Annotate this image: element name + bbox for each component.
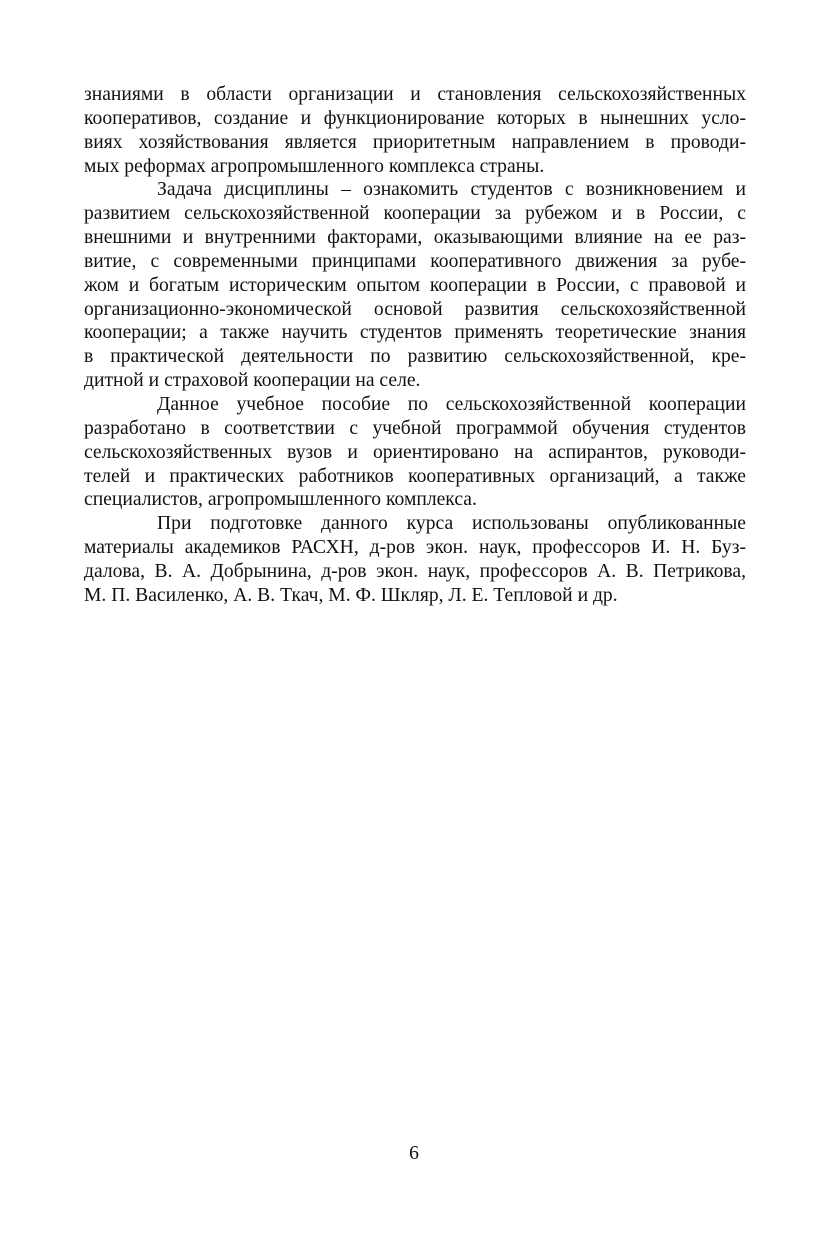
page-number: 6 xyxy=(409,1143,419,1164)
paragraph-1-line-1: знаниями в области организации и становления сельскохозяйственных xyxy=(84,84,746,105)
paragraph-2-line-1: Задача дисциплины – ознакомить студентов с возникновением и xyxy=(157,179,746,201)
paragraph-3-line-3: сельскохозяйственных вузов и ориентировано на аспирантов, руководи- xyxy=(84,441,746,463)
paragraph-2-line-3: внешними и внутренними факторами, оказывающими влияние на ее раз- xyxy=(84,227,746,249)
paragraph-2-line-5: жом и богатым историческим опытом кооперации в России, с правовой и xyxy=(84,274,746,296)
body-text xyxy=(84,83,746,608)
paragraph-3-line-1: Данное учебное пособие по сельскохозяйственной кооперации xyxy=(157,393,746,415)
paragraph-2-line-6: организационно-экономической основой развития сельскохозяйственной xyxy=(84,298,746,320)
paragraph-4-line-4: М. П. Василенко, А. В. Ткач, М. Ф. Шкляр, Л. Е. Тепловой и др. xyxy=(84,584,618,606)
paragraph-4-line-2: материалы академиков РАСХН, д-ров экон. наук, профессоров И. Н. Буз- xyxy=(84,537,746,559)
paragraph-2-line-9: дитной и страховой кооперации на селе. xyxy=(84,370,421,392)
paragraph-2-line-4: витие, с современными принципами кооперативного движения за рубе- xyxy=(84,250,746,272)
paragraph-3-line-4: телей и практических работников кооперативных организаций, а также xyxy=(84,465,746,487)
paragraph-3-line-5: специалистов, агропромышленного комплекса. xyxy=(84,489,477,511)
paragraph-4-line-1: При подготовке данного курса использованы опубликованные xyxy=(157,513,746,535)
paragraph-1-line-3: виях хозяйствования является приоритетным направлением в проводи- xyxy=(84,131,746,153)
paragraph-1-line-4: мых реформах агропромышленного комплекса страны. xyxy=(84,155,545,177)
paragraph-2-line-2: развитием сельскохозяйственной кооперации за рубежом и в России, с xyxy=(84,203,746,225)
paragraph-3-line-2: разработано в соответствии с учебной программой обучения студентов xyxy=(84,417,746,439)
paragraph-1-line-2: кооперативов, создание и функционирование которых в нынешних усло- xyxy=(84,107,746,129)
paragraph-2-line-8: в практической деятельности по развитию сельскохозяйственной, кре- xyxy=(84,346,746,368)
paragraph-2-line-7: кооперации; а также научить студентов применять теоретические знания xyxy=(84,322,746,344)
paragraph-4-line-3: далова, В. А. Добрынина, д-ров экон. наук, профессоров А. В. Петрикова, xyxy=(84,560,746,582)
